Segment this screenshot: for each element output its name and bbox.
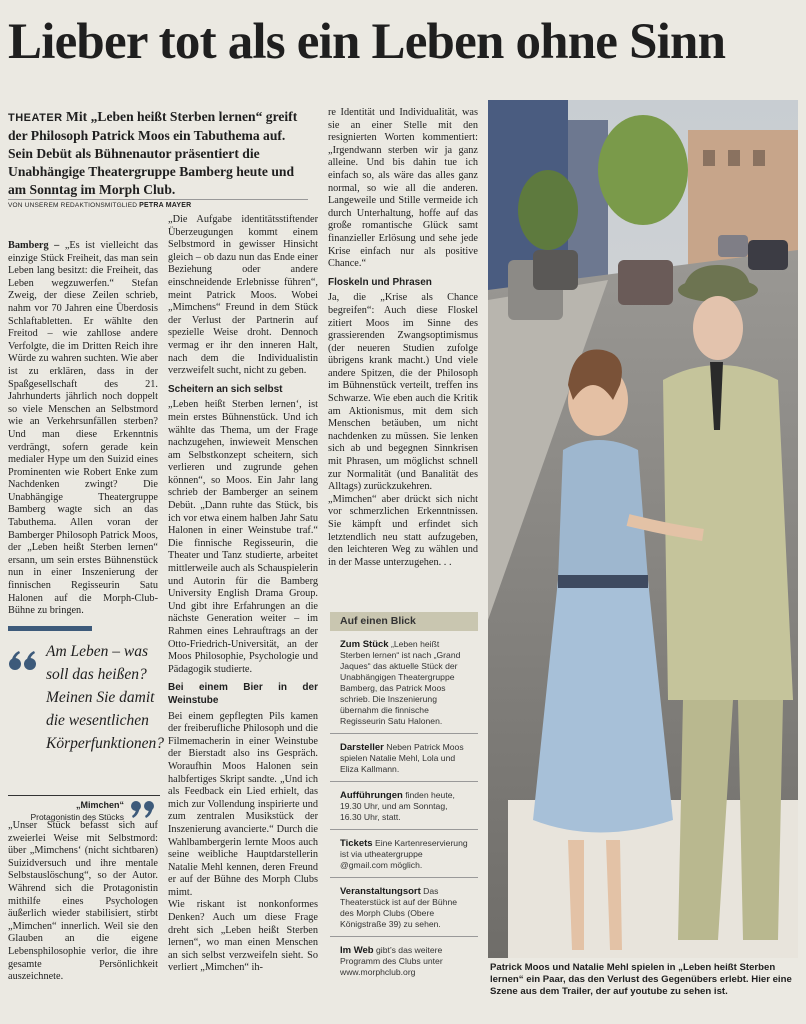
subheading: Bei einem Bier in der Weinstube bbox=[168, 682, 318, 706]
info-label: Aufführungen bbox=[340, 790, 403, 801]
info-text: gibt’s das weitere Programm des Clubs unter www.morphclub.org bbox=[340, 945, 443, 977]
info-box-item bbox=[330, 790, 478, 830]
lead-text: Mit „Leben heißt Sterben lernen“ greift der Philosoph Patrick Moos ein Tabuthema auf. Sein Debüt als Bühnenautor präsentiert die Unabhängige Theatergruppe Bamberg heute und am Sonntag im Morph Club. bbox=[8, 109, 298, 197]
lead-paragraph bbox=[8, 108, 308, 199]
open-quote-icon bbox=[8, 648, 38, 672]
info-box-item bbox=[330, 639, 478, 734]
info-label: Darsteller bbox=[340, 742, 384, 753]
dateline: Bamberg – bbox=[8, 240, 60, 251]
column-3-paragraph: re Identität und Individualität, was sie an einer Stelle mit den resignierten Worten kommentiert: „Irgendwann sterben wir ja ganz alleine. Und bis dahin tue ich einfach so, als wäre das alles ganz normal, so wie all die anderen. Langeweile und Stille vermeide ich durch Unterhaltung, hoffe auf das große romantische Glück samt finanzieller Erlösung und sehe jede Krise einfach nur als positive Chance.“ bbox=[328, 107, 478, 270]
column-2-paragraph: „Leben heißt Sterben lernen‘, ist mein erstes Bühnenstück. Und ich wählte das Thema, um der Frage nachzugehen, inwieweit Menschen am Selbstkonzept scheitern, sich verlieren und zugrunde gehen können“, so Moos. Ein Jahr lang schrieb der Bamberger an seinem Debüt. „Dann ruhte das Stück, bis ich vor etwa einem halben Jahr Satu Halonen in einer Weinstube traf.“ Die finnische Regisseurin, die Theater und Tanz studierte, arbeitet mittlerweile auch als Schauspielerin und Autorin für die Bamberg University English Drama Group. Und gibt ihre Erfahrungen an die nächste Generation weiter – im Rahmen eines Lehrauftrags an der Otto-Friedrich-Universität, an der Moos Philosophie, Psychologie und Pädagogik studierte. bbox=[168, 399, 318, 675]
quote-speaker-role: Protagonistin des Stücks bbox=[30, 812, 124, 822]
article-photo bbox=[488, 100, 798, 958]
subheading: Floskeln und Phrasen bbox=[328, 276, 432, 288]
byline-author: PETRA MAYER bbox=[139, 202, 192, 209]
byline-prefix: VON UNSEREM REDAKTIONSMITGLIED bbox=[8, 202, 138, 209]
quote-attribution bbox=[8, 795, 160, 822]
info-text: finden heute, 19.30 Uhr, und am Sonntag, 16.30 Uhr, statt. bbox=[340, 790, 455, 822]
article-column-1-continued bbox=[8, 820, 158, 984]
quote-accent-bar bbox=[8, 626, 92, 631]
column-2-paragraph: Wie riskant ist nonkonformes Denken? Auch um diese Frage dreht sich „Leben heißt Sterben lernen“, wo man einen Menschen an sich selbst verzweifeln sieht. So verliert „Mimchen“ ih- bbox=[168, 899, 318, 974]
column-3-paragraph: Ja, die „Krise als Chance begreifen“: Auch diese Floskel zitiert Moos im Sinne des grassierenden Zwangsoptimismus (der neueren Studien zufolge übrigens krank macht.) Und viele andere Spitzen, die der Philosoph im Bühnenstück verteilt, treffen ins Schwarze. Wie eben auch die Kritik am Aktionismus, mit dem sich Menschen betäuben, um nicht nachdenken zu müssen. Sie lenken sich ab und begegnen Sinnkrisen mit Phrasen, um möglichst schnell zur Normalität (und Banalität des Alltags) zurückzukehren. bbox=[328, 292, 478, 493]
info-box-title: Auf einen Blick bbox=[330, 612, 478, 631]
info-box-item bbox=[330, 742, 478, 782]
column-1b-text: „Unser Stück befasst sich auf zweierlei Weise mit Selbstmord: über „Mimchens‘ (nicht sichtbaren) Suizidversuch und ihre mentale Selbstauslöschung“, so der Autor. Während sich die Protagonistin mithilfe eines Psychologen äußerlich wieder stabilisiert, stirbt „Mimchen“ innerlich. Weil sie den Glauben an die eigene Lebensphilosophie verlor, die ihre gesamte Persönlichkeit auszeichnete. bbox=[8, 820, 158, 983]
section-tag: THEATER bbox=[8, 112, 63, 124]
photo-caption: Patrick Moos und Natalie Mehl spielen in „Leben heißt Sterben lernen“ ein Paar, das den Verlust des Gegenübers erlebt. Hier eine Szene aus dem Trailer, der auf youtube zu sehen ist. bbox=[490, 962, 792, 997]
info-label: Im Web bbox=[340, 945, 374, 956]
info-label: Zum Stück bbox=[340, 639, 389, 650]
quote-speaker: „Mimchen“ bbox=[75, 800, 124, 810]
info-label: Veranstaltungsort bbox=[340, 886, 421, 897]
column-2-paragraph: Bei einem gepflegten Pils kamen der freiberufliche Philosoph und die Filmemacherin in einer Weinstube der Bierstadt also ins Gespräch. Woraufhin Moos Halonen sein halbfertiges Skript sandte. „Und ich als Feedback ein Lied erhielt, das mich zur Vollendung inspirierte und zum zentralen Musikstück der Inszenierung avancierte.“ Durch die Wahlbambergerin lernte Moos auch seine weibliche Hauptdarstellerin Natalie Mehl kennen, deren Freund er auf der Bühne des Morph Clubs mimt. bbox=[168, 710, 318, 898]
info-text: Das Theaterstück ist auf der Bühne des Morph Clubs (Obere Königstraße 39) zu sehen. bbox=[340, 886, 458, 929]
column-1-text: „Es ist vielleicht das einzige Stück Freiheit, das man sein Leben lang besitzt: die Freiheit, das Leben wegzuwerfen.“ Stefan Zweig, der diese Zeilen schrieb, nahm vor 70 Jahren eine Überdosis Schlaftabletten. Er wählte den Freitod – wie zahllose andere Verfolgte, die im Dritten Reich ihre Würde zu wahren suchten. Wie aber ist zu erklären, dass in der Spaßgesellschaft des 21. Jahrhunderts jährlich noch doppelt so viele Menschen an Selbstmord wie an Verkehrsunfällen sterben? Und man diese Erkenntnis verdrängt, sofern gerade kein medialer Hype um den Suizid eines Prominenten wie Robert Enke zum Nachdenken zwingt? Die Unabhängige Theatergruppe Bamberg wagte sich an das Tabuthema. Allen voran der Bamberger Philosoph Patrick Moos, der „Leben heißt Sterben lernen“ ersann, um sein erstes Bühnenstück nun in einer Inszenierung der finnischen Regisseurin Satu Halonen auf die Morph-Club-Bühne zu bringen. bbox=[8, 240, 158, 617]
column-2-paragraph: „Die Aufgabe identitätsstiftender Überzeugungen kommt einem Selbstmord in gewisser Hinsicht gleich – ob dazu nun das Ende einer Beziehung oder andere einschneidende Erlebnisse führen“, meint Patrick Moos. Wobei „Mimchens“ Freund in dem Stück der Verlust der Partnerin auf spezielle Weise droht. Dennoch vermag er ihr den inneren Halt, nach dem die Individualistin verzweifelt sucht, nicht zu geben. bbox=[168, 214, 318, 377]
info-text: Neben Patrick Moos spielen Natalie Mehl, Lola und Eliza Kallmann. bbox=[340, 742, 464, 774]
info-box bbox=[330, 612, 478, 1012]
info-text: Eine Kartenreservierung ist via utheatergruppe @gmail.com möglich. bbox=[340, 838, 468, 870]
car bbox=[618, 260, 673, 305]
subheading: Scheitern an sich selbst bbox=[168, 383, 283, 395]
quote-text: Am Leben – was soll das heißen? Meinen Sie damit die wesentlichen Körperfunktionen? bbox=[46, 643, 164, 752]
article-column-2 bbox=[168, 214, 318, 975]
column-3-paragraph: „Mimchen“ aber drückt sich nicht vor schmerzlichen Erkenntnissen. Sie kämpft und erfindet sich letztendlich neu statt aufzugeben, den leichteren Weg zu wählen und in der Masse unterzugehen. . . bbox=[328, 493, 478, 568]
info-box-item bbox=[330, 838, 478, 878]
article-column-1 bbox=[8, 240, 158, 618]
close-quote-icon bbox=[130, 798, 156, 820]
headline: Lieber tot als ein Leben ohne Sinn bbox=[8, 14, 726, 70]
info-text: „Leben heißt Sterben lernen“ ist nach „Grand Jaques“ das aktuelle Stück der Unabhängigen Theatergruppe Bamberg, das Patrick Moos schrieb. Die Inszenierung übernahm die finnische Regisseurin Satu Halonen. bbox=[340, 639, 461, 726]
info-label: Tickets bbox=[340, 838, 373, 849]
info-box-item bbox=[330, 886, 478, 937]
tree bbox=[598, 115, 688, 225]
article-column-3 bbox=[328, 107, 478, 569]
info-box-item bbox=[330, 945, 478, 984]
street-scene-illustration bbox=[488, 100, 798, 958]
byline bbox=[8, 199, 308, 209]
